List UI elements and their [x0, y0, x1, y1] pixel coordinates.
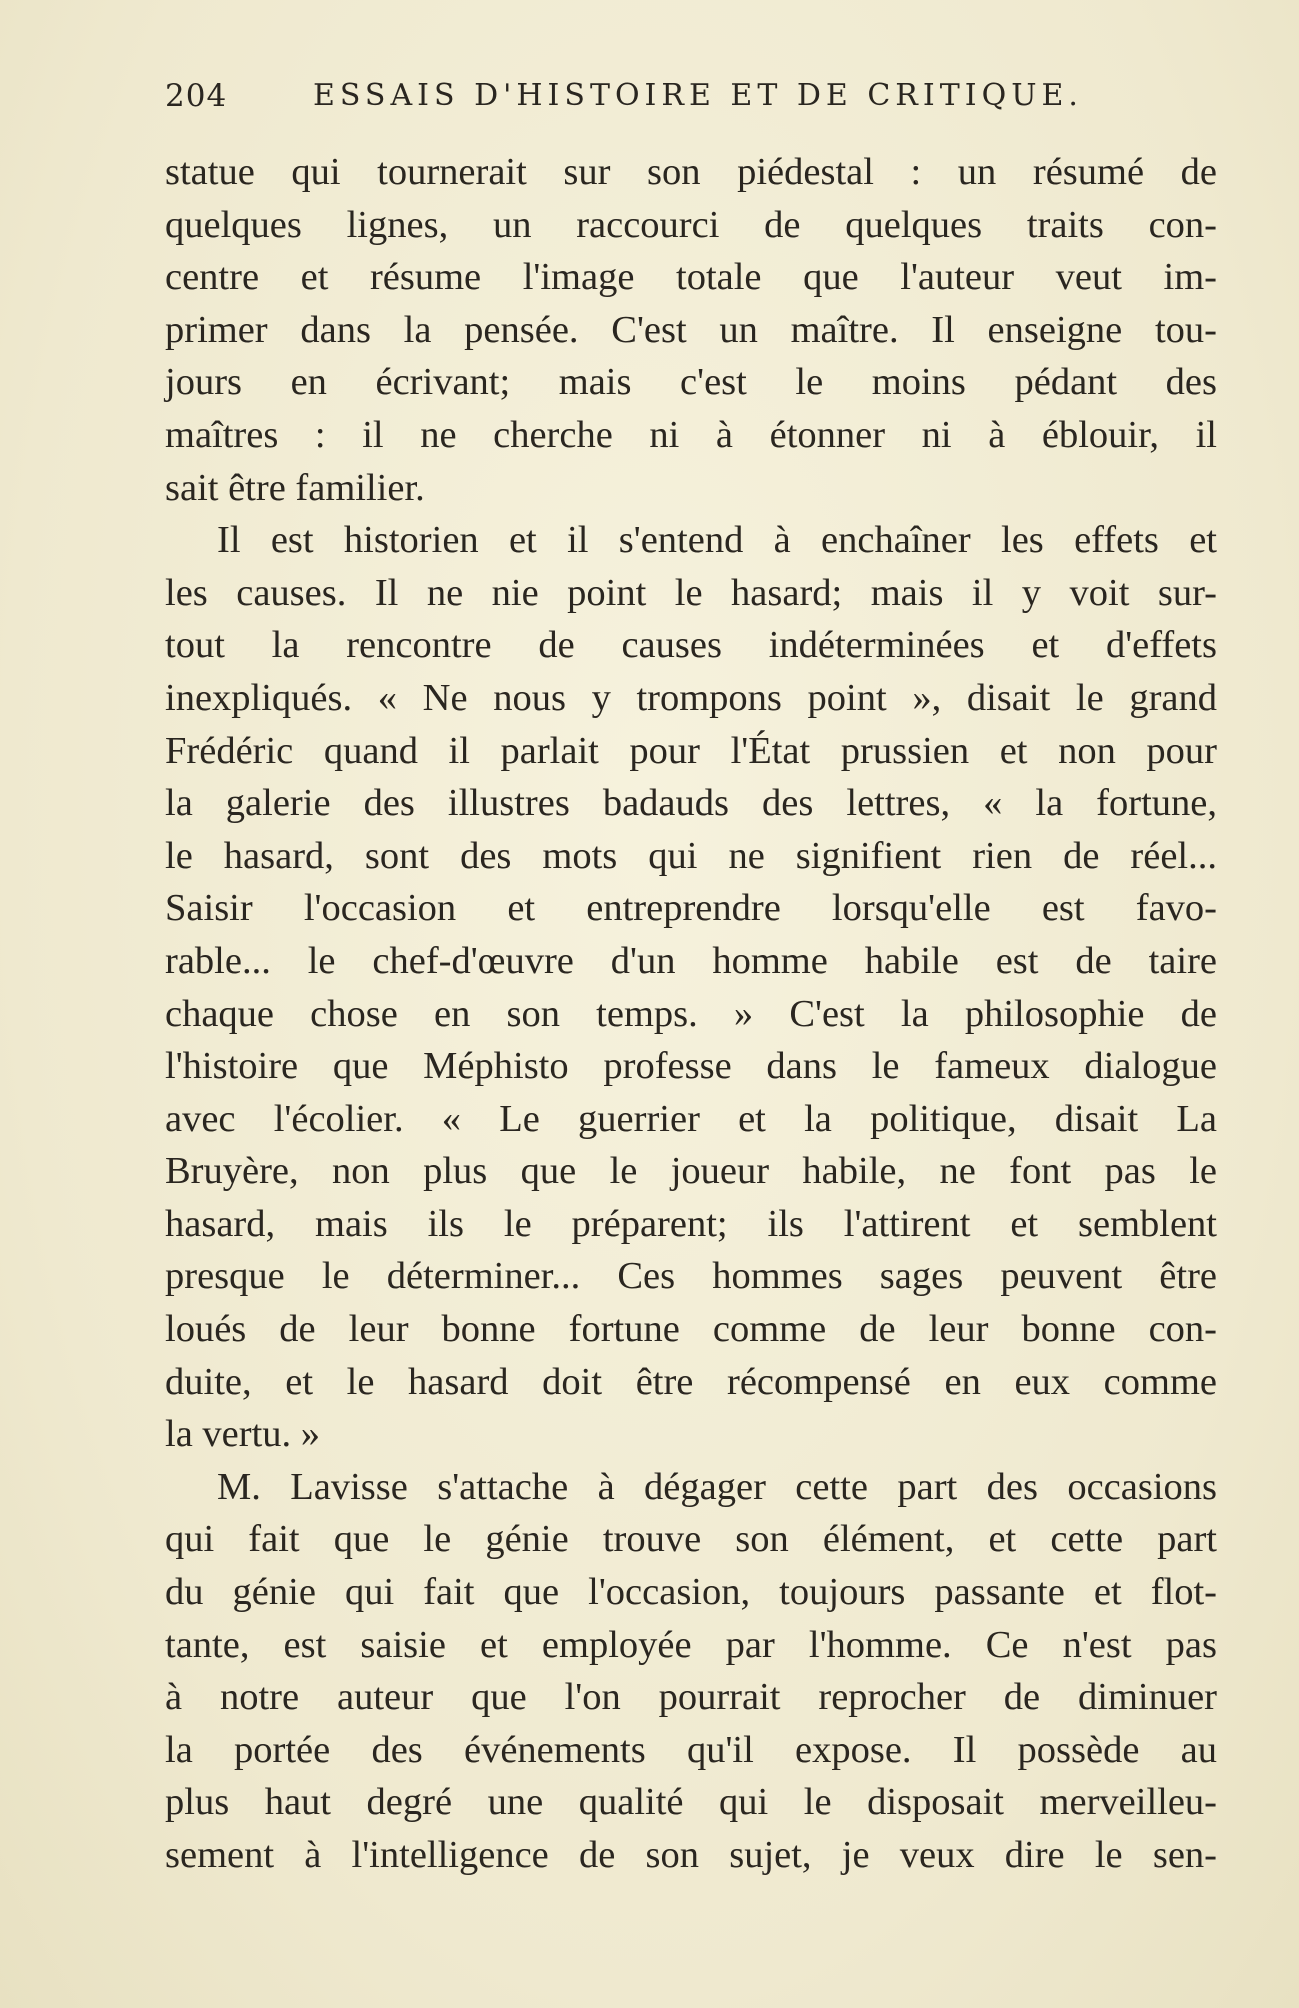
text-line: jours en écrivant; mais c'est le moins pédant des — [165, 361, 1217, 404]
text-line: Saisir l'occasion et entreprendre lorsqu'elle est favo- — [165, 887, 1217, 930]
text-line: tout la rencontre de causes indéterminées et d'effets — [165, 624, 1217, 667]
text-line: tante, est saisie et employée par l'homme. Ce n'est pas — [165, 1623, 1217, 1666]
text-line: Bruyère, non plus que le joueur habile, ne font pas le — [165, 1150, 1217, 1193]
body-text — [165, 146, 1217, 1882]
text-line: rable... le chef-d'œuvre d'un homme habile est de taire — [165, 939, 1217, 982]
text-line: la galerie des illustres badauds des lettres, « la fortune, — [165, 782, 1217, 825]
text-line: hasard, mais ils le préparent; ils l'attirent et semblent — [165, 1202, 1217, 1245]
text-line: à notre auteur que l'on pourrait reprocher de diminuer — [165, 1676, 1217, 1719]
text-line: la portée des événements qu'il expose. Il possède au — [165, 1728, 1217, 1771]
text-line: du génie qui fait que l'occasion, toujours passante et flot- — [165, 1571, 1217, 1614]
text-line: qui fait que le génie trouve son élément, et cette part — [165, 1518, 1217, 1561]
text-line: l'histoire que Méphisto professe dans le fameux dialogue — [165, 1045, 1217, 1088]
text-line: inexpliqués. « Ne nous y trompons point », disait le grand — [165, 676, 1217, 719]
text-line: duite, et le hasard doit être récompensé en eux comme — [165, 1360, 1217, 1403]
text-line: Il est historien et il s'entend à enchaîner les effets et — [217, 519, 1217, 562]
text-line: Frédéric quand il parlait pour l'État prussien et non pour — [165, 729, 1217, 772]
text-line: maîtres : il ne cherche ni à étonner ni à éblouir, il — [165, 413, 1217, 456]
text-line: primer dans la pensée. C'est un maître. Il enseigne tou- — [165, 308, 1217, 351]
text-line: la vertu. » — [165, 1413, 321, 1456]
text-line: le hasard, sont des mots qui ne signifient rien de réel... — [165, 834, 1217, 877]
text-line: chaque chose en son temps. » C'est la philosophie de — [165, 992, 1217, 1035]
text-line: sait être familier. — [165, 466, 425, 509]
text-line: plus haut degré une qualité qui le disposait merveilleu- — [165, 1781, 1217, 1824]
text-line: avec l'écolier. « Le guerrier et la politique, disait La — [165, 1097, 1217, 1140]
running-head — [165, 78, 1087, 138]
text-line: sement à l'intelligence de son sujet, je veux dire le sen- — [165, 1834, 1217, 1876]
text-line: presque le déterminer... Ces hommes sages peuvent être — [165, 1255, 1217, 1298]
text-line: les causes. Il ne nie point le hasard; mais il y voit sur- — [165, 571, 1217, 614]
text-line: quelques lignes, un raccourci de quelques traits con- — [165, 203, 1217, 246]
text-line: M. Lavisse s'attache à dégager cette part des occasions — [217, 1465, 1217, 1508]
running-title: ESSAIS D'HISTOIRE ET DE CRITIQUE. — [313, 78, 1083, 113]
text-line: loués de leur bonne fortune comme de leur bonne con- — [165, 1308, 1217, 1351]
text-line: statue qui tournerait sur son piédestal : un résumé de — [165, 151, 1217, 193]
text-line: centre et résume l'image totale que l'auteur veut im- — [165, 256, 1217, 299]
page-number: 204 — [165, 78, 228, 114]
